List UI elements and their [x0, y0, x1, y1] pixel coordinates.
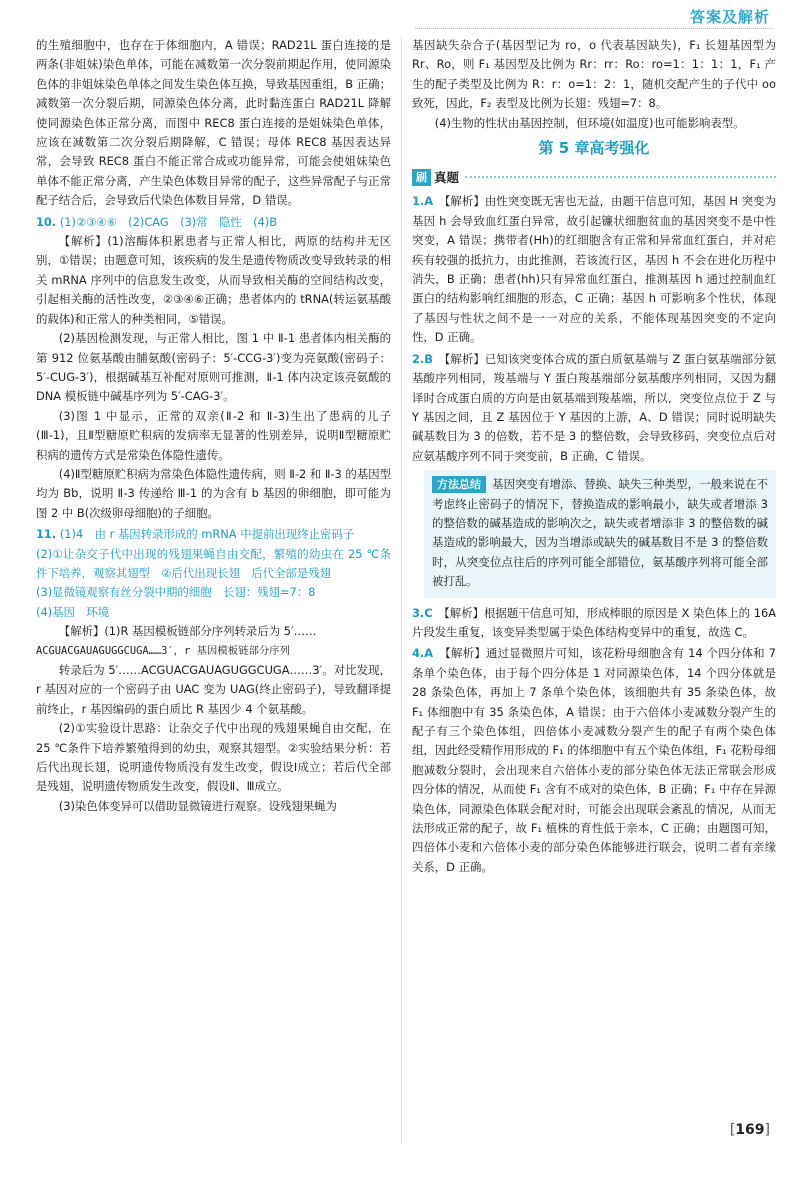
method-summary-text: 基因突变有增添、替换、缺失三种类型，一般来说在不考虑终止密码子的情况下，替换造成的影响最小，缺失或者增添 3 的整倍数的碱基造成的影响次之，缺失或者增添非 3 的整倍数的碱基造成的影响最大，因为当增添或缺失的碱基数目不是 3 的整倍数时，从突变位点往后的序列可能全部错位，氨基酸序列将可能全部被打乱。 [432, 477, 768, 589]
q11-analysis-3: (3)染色体变异可以借助显微镜进行观察。设残翅果蝇为 [58, 798, 337, 813]
chapter-title: 第 5 章高考强化 [538, 139, 650, 158]
question-11 [36, 525, 391, 816]
q4-answer: A [424, 646, 434, 661]
q2-answer: B [424, 351, 433, 366]
question-1 [412, 192, 776, 347]
method-summary-box [424, 470, 776, 597]
q1-number: 1. [412, 194, 425, 209]
q11-answer-4: (4)基因 环境 [36, 604, 110, 619]
q11-answer-3: (3)显微镜观察有丝分裂中期的细胞 长翅：残翅=7：8 [36, 585, 316, 600]
left-column [36, 36, 391, 816]
q11-number: 11. [36, 527, 57, 542]
q10-analysis-3: (3)图 1 中显示，正常的双亲(Ⅱ-2 和 Ⅱ-3)生出了患病的儿子(Ⅲ-1)，且Ⅱ型糖原贮积病的发病率无显著的性别差异，说明Ⅱ型糖原贮积病的遗传方式是常染色体隐性遗传。 [36, 408, 391, 462]
section-dotted-rule [465, 176, 776, 178]
q11-sequence: ACGUACGAUAGUGGCUGA……3′，r 基因模板链部分序列 [36, 644, 291, 657]
header-rule [415, 28, 772, 29]
q3-answer: C [424, 605, 433, 620]
q10-answer: (1)②③④⑥ (2)CAG (3)常 隐性 (4)B [59, 214, 278, 229]
method-summary-tag: 方法总结 [432, 476, 486, 493]
q2-analysis: 【解析】已知该突变体合成的蛋白质氨基端与 Z 蛋白氨基端部分氨基酸序列相同，羧基端与 Y 蛋白羧基端部分氨基酸序列相同，又因为翻译时合成蛋白质的方向是由氨基端到羧基端，所以，突变位点位于 Z 与 Y 基因之间，且 Z 基因位于 Y 基因的上游，A、D 错误；同时说明缺失碱基数目为 3 的倍数，若不是 3 的整倍数，会导致移码，突变位点后对应氨基酸序列不同于突变前，B 正确，C 错误。 [412, 351, 776, 463]
page-number: [169] [729, 1122, 770, 1138]
q3-analysis: 【解析】根据题干信息可知，形成棒眼的原因是 X 染色体上的 16A 片段发生重复，该变异类型属于染色体结构变异中的重复，故选 C。 [412, 605, 776, 639]
q1-analysis: 【解析】由性突变既无害也无益，由题干信息可知，基因 H 突变为基因 h 会导致血红蛋白异常，故引起镰状细胞贫血的基因突变不是中性突变，A 错误；携带者(Hh)的红细胞含有正常和异常血红蛋白，并对疟疾有较强的抵抗力，由此推测，若该流行区，基因 h 不会在进化历程中消失，B 正确；患者(hh)只有异常血红蛋白，推测基因 h 通过控制血红蛋白的结构影响红细胞的形态，C 正确；基因 h 可影响多个性状，体现了基因与性状之间不是一一对应的关系，不能体现基因突变的不定向性，D 正确。 [412, 194, 776, 345]
q11-continuation: 基因缺失杂合子(基因型记为 ro，o 代表基因缺失)，F₁ 长翅基因型为 Rr、Ro，则 F₁ 基因型及比例为 Rr：rr：Ro：ro=1：1：1：1，F₁ 产生的配子类型及比例为 R：r：o=1：2：1，随机交配产生的子代中 oo 致死，因此，F₂ 表型及比例为长翅：残翅=7：8。 [412, 38, 776, 111]
section-header [412, 166, 776, 188]
q11-analysis-4: (4)生物的性状由基因控制，但环境(如温度)也可能影响表型。 [434, 115, 745, 130]
q11-answer-2: (2)①让杂交子代中出现的残翅果蝇自由交配，繁殖的幼虫在 25 ℃条件下培养，观察其翅型 ②后代出现长翅 后代全部是残翅 [36, 546, 391, 580]
q10-analysis-4: (4)Ⅱ型糖原贮积病为常染色体隐性遗传病，则 Ⅱ-2 和 Ⅱ-3 的基因型均为 Bb，说明 Ⅱ-3 传递给 Ⅲ-1 的为含有 b 基因的卵细胞，即可能为图 2 中 B(次级卵母细胞)的子细胞。 [36, 466, 391, 520]
question-4 [412, 644, 776, 877]
page-number-value: 169 [735, 1122, 765, 1138]
q1-answer: A [424, 194, 434, 209]
right-column [412, 36, 776, 877]
question-10 [36, 213, 391, 524]
column-divider [401, 36, 402, 1144]
page-header-title: 答案及解析 [689, 8, 770, 26]
q11-answer-1: (1)4 由 r 基因转录形成的 mRNA 中提前出现终止密码子 [59, 527, 355, 542]
q4-analysis: 【解析】通过显微照片可知，该花粉母细胞含有 14 个四分体和 7 条单个染色体，由于每个四分体是 1 对同源染色体，14 个四分体就是 28 条染色体，再加上 7 条单个染色体，该细胞共有 35 条染色体，故 F₁ 体细胞中有 35 条染色体，A 错误；由于六倍体小麦减数分裂产生的配子有三个染色体组，四倍体小麦减数分裂产生的配子有两个染色体组，因此经受精作用形成的 F₁ 的体细胞中有五个染色体组，F₁ 花粉母细胞减数分裂时，会出现来自六倍体小麦的部分染色体无法正常联会形成四分体的情况，从而使 F₁ 含有不成对的染色体，B 正确；F₁ 中存在异源染色体，同源染色体联会配对时，可能会出现联会紊乱的情况，从而无法形成正常的配子，故 F₁ 植株的育性低于亲本，C 正确；由题图可知，四倍体小麦和六倍体小麦的部分染色体能够进行联会，说明二者有亲缘关系，D 正确。 [412, 646, 776, 874]
q2-number: 2. [412, 351, 425, 366]
section-tag: 刷 [412, 169, 431, 186]
q11-analysis-1b: 转录后为 5′……ACGUACGAUAGUGGCUGA……3′。对比发现，r 基因对应的一个密码子由 UAC 变为 UAG(终止密码子)，导致翻译提前终止，r 基因编码的蛋白质比 R 基因少 4 个氨基酸。 [36, 663, 391, 716]
question-2 [412, 350, 776, 466]
q10-number: 10. [36, 214, 57, 229]
q3-number: 3. [412, 605, 425, 620]
q11-analysis-1: 【解析】(1)R 基因模板链部分序列转录后为 5′…… [58, 624, 317, 639]
q10-analysis-2: (2)基因检测发现，与正常人相比，图 1 中 Ⅱ-1 患者体内相关酶的第 912 位氨基酸由脯氨酸(密码子：5′-CCG-3′)变为亮氨酸(密码子：5′-CUG-3′)，根据碱基互补配对原则可推测，Ⅱ-1 体内决定该亮氨酸的 DNA 模板链中碱基序列为 5′-CAG-3′。 [36, 331, 391, 404]
question-3 [412, 604, 776, 643]
q11-analysis-2: (2)①实验设计思路：让杂交子代中出现的残翅果蝇自由交配，在 25 ℃条件下培养繁殖得到的幼虫，观察其翅型。②实验结果分析：若后代出现长翅，说明遗传物质没有发生改变，假设Ⅰ成立；若后代全部是残翅，说明遗传物质发生改变，假设Ⅱ、Ⅲ成立。 [36, 721, 391, 794]
section-label: 真题 [434, 169, 460, 185]
q10-analysis-1: 【解析】(1)溶酶体积累患者与正常人相比，两原的结构并无区别，①错误；由题意可知，该疾病的发生是遗传物质改变导致转录的相关 mRNA 序列中的信息发生改变，从而导致相关酶的空间结构改变，引起相关酶的活性改变，②③④⑥正确；患者体内的 tRNA(转运氨基酸的载体)和正常人的种类相同，⑤错误。 [36, 234, 391, 326]
q9-continuation: 的生殖细胞中，也存在于体细胞内，A 错误；RAD21L 蛋白连接的是两条(非姐妹)染色单体，可能在减数第一次分裂前期起作用，使同源染色体的非姐妹染色单体之间发生染色体互换，导致基因重组，B 正确；减数第一次分裂后期，同源染色体分离，此时黏连蛋白 RAD21L 降解使同源染色体正常分离，而图中 REC8 蛋白连接的是姐妹染色单体，应该在减数第二次分裂后期降解，C 错误；母体 REC8 基因表达异常，会导致 REC8 蛋白不能正常合成或功能异常，可能会使姐妹染色单体不能正常分离，产生染色体数目异常的配子，这些异常配子与正常配子结合后，会导致后代染色体数目异常，D 错误。 [36, 38, 391, 208]
q4-number: 4. [412, 646, 425, 661]
